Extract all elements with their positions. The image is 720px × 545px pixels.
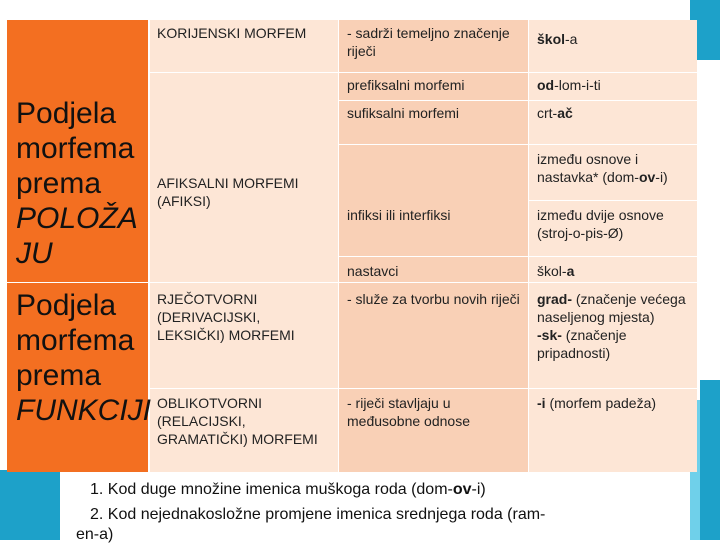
cell-prefiks-example: [529, 72, 697, 100]
grid-line: [339, 144, 697, 145]
cell-infiks-example1: [529, 144, 697, 200]
footnote-1: [90, 480, 486, 500]
title-polozaj-line1: Podjela: [16, 97, 117, 130]
title-funkcija-line3: prema: [16, 359, 102, 392]
grid-line: [529, 200, 697, 201]
cell-oblikotvorni-name: [149, 388, 339, 472]
afiksalni-morfemi-label: AFIKSALNI MORFEMI (AFIKSI): [157, 175, 299, 209]
title-funkcija-line1: Podjela: [16, 289, 117, 322]
rjecotvorni-ex1-bold: grad-: [537, 291, 572, 307]
infiks-example1-a: između osnove i nastavka* (dom-: [537, 151, 639, 185]
grid-line: [339, 72, 697, 73]
cell-rjecotvorni-example: [529, 282, 697, 388]
title-polozaj-line3: prema: [16, 167, 102, 200]
oblikotvorni-label: OBLIKOTVORNI (RELACIJSKI, GRAMATIČKI) MORFEMI: [157, 395, 318, 447]
decor-bottom-left: [0, 470, 60, 540]
infiks-example1-c: -i): [655, 169, 668, 185]
korijenski-example-root: škol: [537, 31, 566, 47]
title-polozaj-line5: JU: [16, 237, 53, 270]
korijenski-morfem-label: KORIJENSKI MORFEM: [157, 25, 307, 41]
grid-line: [528, 20, 529, 472]
grid-line: [7, 282, 697, 283]
cell-oblikotvorni-desc: [339, 388, 529, 472]
footnote-2-line1: 2. Kod nejednakosložne promjene imenica srednjega roda (ram-: [90, 506, 546, 523]
nastavci-label: nastavci: [347, 263, 399, 279]
nastavci-example-rest: škol-: [537, 263, 567, 279]
title-polozaj: [16, 96, 138, 271]
rjecotvorni-desc: - služe za tvorbu novih riječi: [347, 291, 520, 307]
footnote-1-a: 1. Kod duge množine imenica muškoga roda (dom-: [90, 481, 453, 498]
infiks-example2: između dvije osnove (stroj-o-pis-Ø): [537, 207, 664, 241]
cell-rjecotvorni-desc: [339, 282, 529, 388]
korijenski-example-rest: -a: [565, 31, 578, 47]
cell-sufiks-example: [529, 100, 697, 144]
cell-afiksalni: [149, 72, 339, 282]
footnote-2-cont: [76, 525, 113, 545]
title-funkcija-line4: FUNKCIJI: [16, 394, 151, 427]
rjecotvorni-label: RJEČOTVORNI (DERIVACIJSKI, LEKSIČKI) MORFEMI: [157, 291, 295, 343]
grid-line: [149, 72, 339, 73]
sufiks-example-bold: ač: [557, 105, 573, 121]
title-polozaj-line2: morfema: [16, 132, 135, 165]
prefiks-example-bold: od: [537, 77, 555, 93]
decor-right-strip: [700, 380, 720, 540]
infiksi-label: infiksi ili interfiksi: [347, 207, 451, 223]
rjecotvorni-ex2-bold: -sk-: [537, 327, 562, 343]
title-polozaj-line4: POLOŽA: [16, 202, 138, 235]
korijenski-desc: - sadrži temeljno značenje riječi: [347, 25, 510, 59]
footnote-2-line2: en-a): [76, 526, 114, 543]
rjecotvorni-ex2-rest: (značenje pripadnosti): [537, 327, 627, 361]
cell-prefiks-name: [339, 72, 529, 100]
grid-line: [149, 388, 697, 389]
oblikotvorni-ex-rest: (morfem padeža): [545, 395, 657, 411]
oblikotvorni-ex-bold: -i: [537, 395, 546, 411]
grid-line: [338, 20, 339, 472]
cell-korijenski-example: [529, 20, 697, 72]
nastavci-example-bold: a: [566, 263, 575, 279]
cell-nastavci-example: [529, 256, 697, 282]
cell-infiks-name: [339, 144, 529, 256]
grid-line: [339, 256, 697, 257]
cell-rjecotvorni-name: [149, 282, 339, 388]
title-funkcija-line2: morfema: [16, 324, 135, 357]
prefiks-example-rest: -lom-i-ti: [554, 77, 601, 93]
footnote-2: [90, 505, 545, 525]
oblikotvorni-desc: - riječi stavljaju u međusobne odnose: [347, 395, 470, 429]
prefiksalni-label: prefiksalni morfemi: [347, 77, 465, 93]
cell-nastavci-name: [339, 256, 529, 282]
cell-korijenski-desc: [339, 20, 529, 72]
cell-korijenski-name: [149, 20, 339, 72]
cell-infiks-example2: [529, 200, 697, 256]
footnote-1-bold: ov: [452, 481, 472, 498]
cell-oblikotvorni-example: [529, 388, 697, 472]
cell-sufiks-name: [339, 100, 529, 144]
sufiks-example-rest: crt-: [537, 105, 558, 121]
grid-line: [339, 100, 697, 101]
rjecotvorni-ex1-rest: (značenje većega naseljenog mjesta): [537, 291, 686, 325]
title-funkcija: [16, 288, 151, 428]
sufiksalni-label: sufiksalni morfemi: [347, 105, 460, 121]
footnote-1-c: -i): [471, 481, 486, 498]
infiks-example1-bold: ov: [638, 169, 656, 185]
